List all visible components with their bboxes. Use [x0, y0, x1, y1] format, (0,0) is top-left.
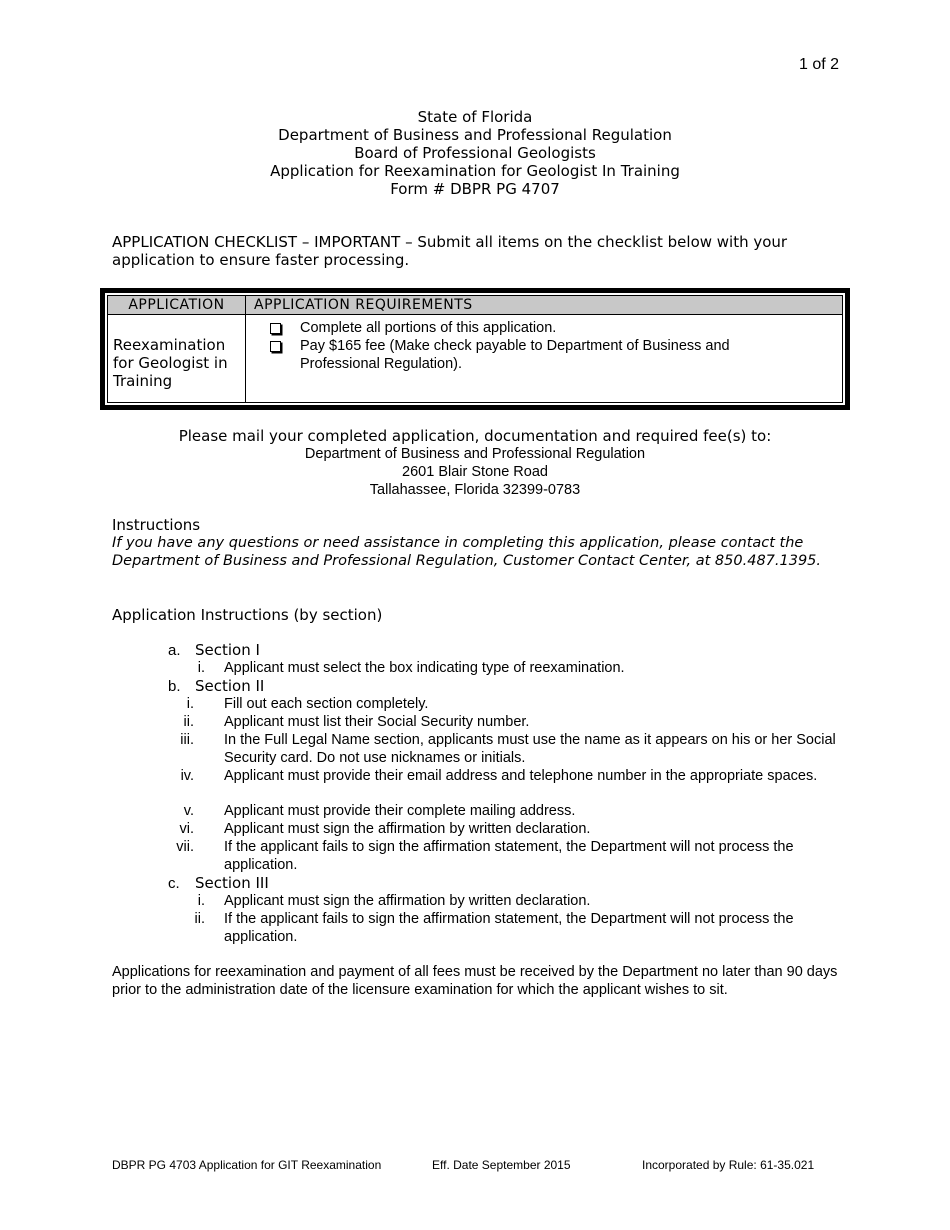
item-text: Applicant must sign the affirmation by written declaration.: [224, 821, 591, 837]
item-text: Applicant must select the box indicating type of reexamination.: [224, 660, 625, 676]
checklist-table-frame: [100, 288, 850, 410]
mail-address-line-1: Department of Business and Professional Regulation: [304, 446, 646, 462]
item-number: vi.: [179, 821, 194, 837]
item-number: i.: [197, 660, 205, 676]
requirement-item: [273, 337, 793, 373]
item-number: ii.: [183, 714, 194, 730]
instructions-body: If you have any questions or need assistance in completing this application, please contact the Department of Business and Professional Regulation, Customer Contact Center, at 850.487.1395.: [112, 535, 822, 569]
section-title: Section III: [195, 874, 269, 892]
header-board: Board of Professional Geologists: [354, 144, 596, 162]
item-text: Fill out each section completely.: [224, 696, 429, 712]
footer-form-label: DBPR PG 4703 Application for GIT Reexamination: [112, 1158, 382, 1172]
checkbox-icon: [270, 323, 281, 334]
column-header-requirements: APPLICATION REQUIREMENTS: [254, 297, 473, 313]
mail-address-line-2: 2601 Blair Stone Road: [402, 464, 548, 480]
header-form-number: Form # DBPR PG 4707: [390, 180, 560, 198]
item-text: Applicant must provide their email address and telephone number in the appropriate spaces.: [224, 768, 818, 784]
closing-paragraph: Applications for reexamination and payment of all fees must be received by the Department no later than 90 days prior to the administration date of the licensure examination for which the applicant wishes to sit.: [112, 964, 838, 998]
section-title: Section II: [195, 677, 265, 695]
item-number: i.: [186, 696, 194, 712]
section-heading: [168, 874, 269, 893]
section-letter: c.: [168, 875, 180, 892]
document-header: [0, 108, 950, 198]
requirement-text: Pay $165 fee (Make check payable to Department of Business and Professional Regulation).: [300, 338, 730, 372]
requirement-text: Complete all portions of this application.: [300, 320, 557, 336]
item-number: iv.: [180, 768, 194, 784]
header-state: State of Florida: [417, 108, 533, 126]
mail-address-line-3: Tallahassee, Florida 32399-0783: [369, 482, 581, 498]
requirement-item: [273, 319, 793, 337]
application-type-cell: Reexamination for Geologist in Training: [113, 336, 228, 390]
item-text: If the applicant fails to sign the affirmation statement, the Department will not process the application.: [224, 911, 794, 945]
application-instructions-heading: Application Instructions (by section): [112, 606, 383, 624]
footer-effective-date: Eff. Date September 2015: [432, 1158, 571, 1172]
section-heading: [168, 641, 260, 660]
checklist-note: APPLICATION CHECKLIST – IMPORTANT – Submit all items on the checklist below with your application to ensure faster processing.: [112, 233, 788, 269]
column-divider: [245, 296, 246, 402]
mailing-instructions: [0, 427, 950, 499]
checklist-table: [107, 295, 843, 403]
section-heading: [168, 677, 264, 696]
checklist-table-header: [108, 296, 842, 315]
item-text: If the applicant fails to sign the affirmation statement, the Department will not process the application.: [224, 839, 794, 873]
page-number: 1 of 2: [798, 56, 839, 73]
section-letter: a.: [168, 642, 181, 659]
checkbox-icon: [270, 341, 281, 352]
section-letter: b.: [168, 678, 181, 695]
item-number: ii.: [194, 911, 205, 927]
mail-intro: Please mail your completed application, documentation and required fee(s) to:: [178, 427, 772, 445]
item-text: Applicant must sign the affirmation by written declaration.: [224, 893, 591, 909]
item-number: v.: [183, 803, 194, 819]
item-text: Applicant must provide their complete mailing address.: [224, 803, 576, 819]
column-header-application: APPLICATION: [128, 297, 225, 313]
item-text: Applicant must list their Social Security number.: [224, 714, 530, 730]
item-number: i.: [197, 893, 205, 909]
item-number: vii.: [176, 839, 194, 855]
header-department: Department of Business and Professional Regulation: [278, 126, 672, 144]
section-title: Section I: [195, 641, 260, 659]
footer-rule: Incorporated by Rule: 61-35.021: [642, 1158, 815, 1172]
instructions-heading: Instructions: [112, 516, 201, 534]
item-number: iii.: [180, 732, 194, 748]
header-title: Application for Reexamination for Geologist In Training: [270, 162, 680, 180]
item-text: In the Full Legal Name section, applicants must use the name as it appears on his or her Social Security card. Do not use nicknames or initials.: [224, 732, 836, 766]
